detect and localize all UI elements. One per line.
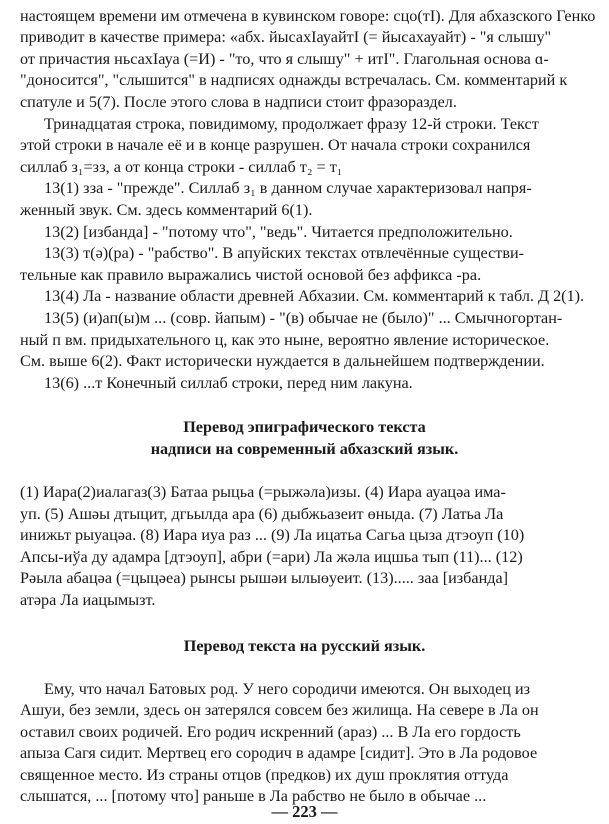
commentary-line: женный звук. См. здесь комментарий 6(1). bbox=[20, 201, 313, 219]
commentary-line: 13(4) Ла - название области древней Абхазии. См. комментарий к табл. Д 2(1). bbox=[44, 287, 585, 305]
commentary-line: спатуле и 5(7). После этого слова в надписи стоит фразораздел. bbox=[20, 93, 457, 111]
russian-line: апыза Сагя сидит. Мертвец его сородич в адамре [сидит]. Это в Ла родовое bbox=[20, 744, 538, 762]
commentary-line: 13(2) [избанда] - "потому что", "ведь". Читается предположительно. bbox=[44, 223, 513, 241]
commentary-line: См. выше 6(2). Факт исторически нуждается в дальнейшем подтверждении. bbox=[20, 352, 545, 370]
russian-line: оставил своих родичей. Его родич искренний (араз) ... В Ла его гордость bbox=[20, 723, 521, 741]
abkhaz-line: Апсы-иўа ду адамра [дтэоуп], абри (=ари) Ла жəла ицшьа тып (11)... (12) bbox=[20, 548, 523, 566]
commentary-line: этой строки в начале её и в конце разрушен. От начала строки сохранился bbox=[20, 136, 531, 154]
russian-line: слышатся, ... [потому что] раньше в Ла рабство не было в обычае ... bbox=[20, 787, 487, 805]
russian-line: священное место. Из страны отцов (предков) их душ проклятия оттуда bbox=[20, 766, 509, 784]
commentary-line: 13(6) ...т Конечный силлаб строки, перед ним лакуна. bbox=[44, 374, 413, 392]
commentary-line: 13(1) зза - "прежде". Силлаб з₁ в данном случае характеризовал напря- bbox=[44, 179, 532, 197]
commentary-line: 13(5) (и)ап(ы)м ... (совр. йапым) - "(в) обычае не (было)" ... Смычногортан- bbox=[44, 309, 563, 327]
commentary-line: от причастия ньсахIауа (=И) - "то, что я слышу" + итI". Глагольная основа ɑ- bbox=[20, 50, 549, 68]
russian-line: Ему, что начал Батовых род. У него сородичи имеются. Он выходец из bbox=[44, 680, 531, 698]
abkhaz-line: уп. (5) Ашəы дтыцит, дгьылда ара (6) дыбжьазеит ɵныда. (7) Латьа Ла bbox=[20, 505, 504, 523]
commentary-line: тельные как правило выражались чистой основой без аффикса -ра. bbox=[20, 266, 482, 284]
commentary-line: силлаб з₁=зз, а от конца строки - силлаб т₂ = т₁ bbox=[20, 158, 343, 176]
section-heading: Перевод эпиграфического текста bbox=[183, 418, 426, 436]
abkhaz-line: атəра Ла иацымызт. bbox=[20, 591, 156, 609]
section-heading: Перевод текста на русский язык. bbox=[183, 637, 426, 655]
commentary-line: настоящем времени им отмечена в кувинском говоре: сцо(тI). Для абхазского Генко bbox=[20, 7, 596, 25]
commentary-line: Тринадцатая строка, повидимому, продолжает фразу 12-й строки. Текст bbox=[44, 115, 539, 133]
commentary-line: приводит в качестве примера: «абх. йысахIауайтI (= йысахауайт) - "я слышу" bbox=[20, 28, 552, 46]
abkhaz-line: (1) Иара(2)иалагаз(3) Батаа рыцьа (=рыжəла)изы. (4) Иара ауацəа има- bbox=[20, 483, 506, 501]
commentary-line: "доносится", "слышится" в надписях однажды встречалась. См. комментарий к bbox=[20, 71, 568, 89]
russian-line: Ашуи, без земли, здесь он затерялся совсем без жилища. На севере в Ла он bbox=[20, 701, 539, 719]
abkhaz-line: Рəыла абацəа (=цыцəеа) рынсы рышəи ылыɵуеит. (13)..... заа [избанда] bbox=[20, 569, 509, 587]
page-number: — 223 — bbox=[271, 802, 338, 821]
abkhaz-line: инижьт рыуацəа. (8) Иара иуа раз ... (9) Ла ицатьа Сагьа цыза дтэоуп (10) bbox=[20, 526, 525, 544]
commentary-line: 13(3) т(ə)(ра) - "рабство". В апуйских текстах отвлечённые существи- bbox=[44, 244, 525, 262]
commentary-line: ный п вм. придыхательного ц, как это ныне, вероятно явление историческое. bbox=[20, 331, 550, 349]
section-heading: надписи на современный абхазский язык. bbox=[150, 440, 459, 458]
